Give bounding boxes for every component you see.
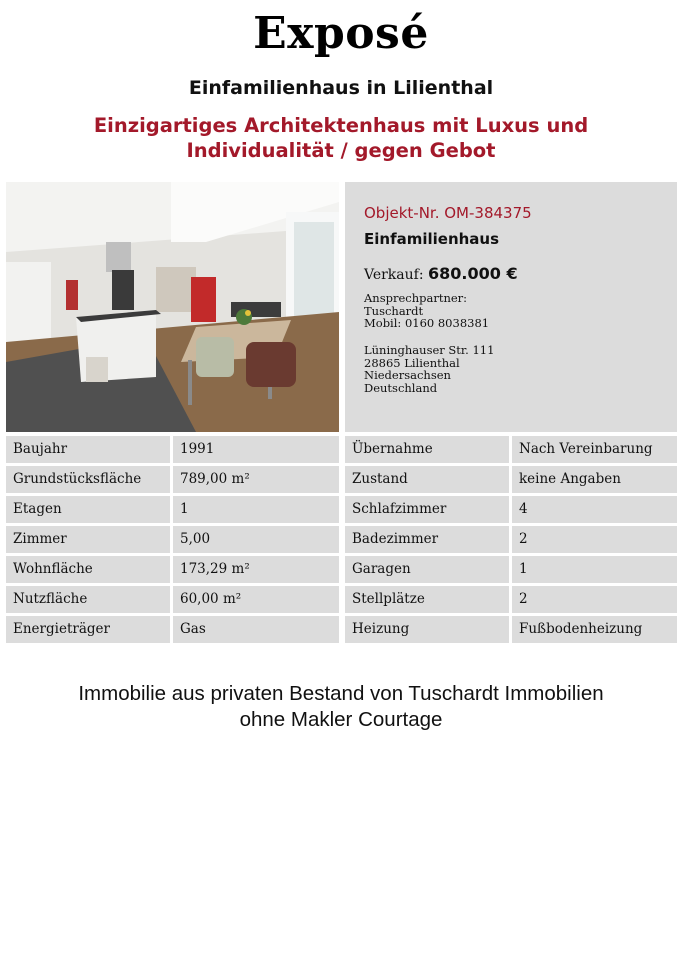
detail-value: 5,00 xyxy=(173,526,339,553)
address-line: Deutschland xyxy=(364,380,438,395)
detail-row xyxy=(6,586,339,613)
detail-value: 4 xyxy=(512,496,677,523)
detail-row xyxy=(345,586,677,613)
interior-photo-illustration xyxy=(6,182,339,432)
detail-value: 789,00 m² xyxy=(173,466,339,493)
footer-line-2: ohne Makler Courtage xyxy=(239,708,443,731)
detail-key: Schlafzimmer xyxy=(345,496,509,523)
object-number: Objekt-Nr. OM-384375 xyxy=(364,204,532,222)
detail-key: Heizung xyxy=(345,616,509,643)
contact-line: Ansprechpartner: xyxy=(364,291,468,305)
detail-row xyxy=(345,436,677,463)
detail-row xyxy=(6,496,339,523)
detail-value: 2 xyxy=(512,526,677,553)
detail-key: Übernahme xyxy=(345,436,509,463)
contact-phone: Mobil: 0160 8038381 xyxy=(364,316,490,330)
detail-value: Nach Vereinbarung xyxy=(512,436,677,463)
detail-key: Zimmer xyxy=(6,526,170,553)
headline-line-1: Einzigartiges Architektenhaus mit Luxus und xyxy=(93,114,589,137)
detail-row xyxy=(6,466,339,493)
detail-row xyxy=(6,436,339,463)
detail-key: Grundstücksfläche xyxy=(6,466,170,493)
detail-row xyxy=(345,496,677,523)
detail-row xyxy=(345,556,677,583)
details-table-right xyxy=(345,436,677,643)
contact-line: Tuschardt xyxy=(364,303,424,318)
property-subtitle: Einfamilienhaus in Lilienthal xyxy=(188,77,494,99)
detail-key: Badezimmer xyxy=(345,526,509,553)
headline-line-2: Individualität / gegen Gebot xyxy=(186,139,496,162)
detail-row xyxy=(6,556,339,583)
detail-value: Fußbodenheizung xyxy=(512,616,677,643)
detail-value: 173,29 m² xyxy=(173,556,339,583)
detail-value: keine Angaben xyxy=(512,466,677,493)
details-table-left xyxy=(6,436,339,643)
address-line: Lüninghauser Str. 111 xyxy=(364,343,495,357)
price-value: 680.000 € xyxy=(428,264,518,283)
detail-value: 1 xyxy=(173,496,339,523)
detail-key: Stellplätze xyxy=(345,586,509,613)
detail-value: 60,00 m² xyxy=(173,586,339,613)
property-info-box xyxy=(345,182,677,432)
contact-block xyxy=(364,292,489,330)
footer-line-1: Immobilie aus privaten Bestand von Tuschardt Immobilien xyxy=(78,682,604,705)
detail-key: Garagen xyxy=(345,556,509,583)
detail-value: 1 xyxy=(512,556,677,583)
footer-note xyxy=(0,681,682,733)
detail-row xyxy=(6,616,339,643)
address-block xyxy=(364,344,494,394)
sale-label: Verkauf: xyxy=(364,267,424,283)
detail-key: Etagen xyxy=(6,496,170,523)
property-headline xyxy=(40,113,642,163)
page-title: Exposé xyxy=(253,8,429,59)
detail-key: Baujahr xyxy=(6,436,170,463)
detail-value: Gas xyxy=(173,616,339,643)
property-photo xyxy=(6,182,339,432)
detail-key: Energieträger xyxy=(6,616,170,643)
detail-row xyxy=(6,526,339,553)
detail-key: Zustand xyxy=(345,466,509,493)
detail-key: Wohnfläche xyxy=(6,556,170,583)
sale-price-line xyxy=(364,264,518,283)
address-line: Niedersachsen xyxy=(364,368,451,382)
detail-row xyxy=(345,526,677,553)
detail-row xyxy=(345,616,677,643)
detail-key: Nutzfläche xyxy=(6,586,170,613)
detail-value: 2 xyxy=(512,586,677,613)
address-line: 28865 Lilienthal xyxy=(364,355,460,370)
object-type: Einfamilienhaus xyxy=(364,230,500,248)
detail-value: 1991 xyxy=(173,436,339,463)
detail-row xyxy=(345,466,677,493)
